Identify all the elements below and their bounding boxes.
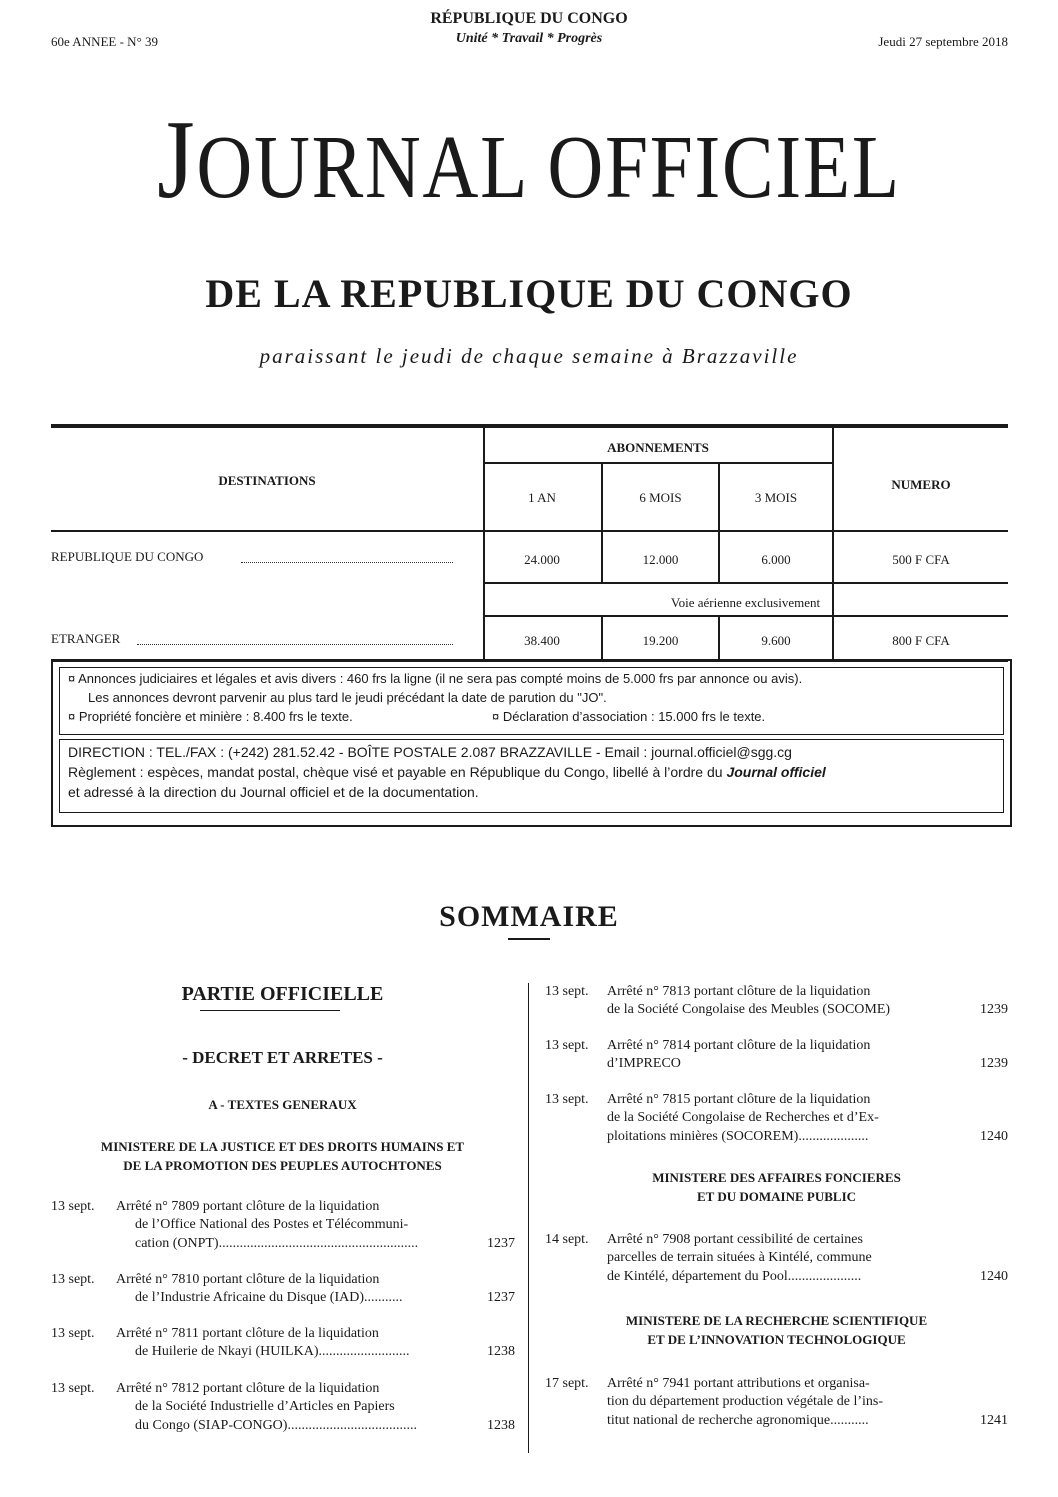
entry-line: de la Société Congolaise de Recherches et d’Ex- bbox=[607, 1110, 879, 1125]
entry-page: 1241 bbox=[980, 1413, 1008, 1428]
abonnements-header: ABONNEMENTS bbox=[607, 440, 709, 455]
sommaire-entry bbox=[51, 1325, 515, 1365]
entry-page: 1239 bbox=[980, 1002, 1008, 1017]
journal-subtitle: DE LA REPUBLIQUE DU CONGO bbox=[205, 271, 853, 316]
decret-arretes: - DECRET ET ARRETES - bbox=[182, 1048, 383, 1067]
sommaire-entry bbox=[51, 1380, 515, 1440]
pricing-table bbox=[51, 424, 1008, 662]
entry-page: 1237 bbox=[487, 1290, 515, 1305]
entry-line: d’IMPRECO bbox=[607, 1056, 681, 1071]
col-3mois: 3 MOIS bbox=[754, 490, 798, 505]
ministry-foncier-l1: MINISTERE DES AFFAIRES FONCIERES bbox=[652, 1170, 901, 1185]
entry-line: de la Société Congolaise des Meubles (SOCOME) bbox=[607, 1002, 891, 1017]
partie-officielle: PARTIE OFFICIELLE bbox=[181, 983, 384, 1005]
price-etranger-3mois: 9.600 bbox=[761, 633, 791, 648]
direction-contact: DIRECTION : TEL./FAX : (+242) 281.52.42 - BOÎTE POSTALE 2.087 BRAZZAVILLE - Email : journal.officiel@sgg.cg bbox=[68, 744, 792, 760]
entry-line: Arrêté n° 7813 portant clôture de la liquidation bbox=[607, 984, 871, 999]
entry-line: Arrêté n° 7908 portant cessibilité de certaines bbox=[607, 1232, 863, 1247]
notice-annonces: ¤ Annonces judiciaires et légales et avis divers : 460 frs la ligne (il ne sera pas compté moins de 5.000 frs par annonce ou avis). bbox=[68, 671, 803, 686]
entry-page: 1237 bbox=[487, 1236, 515, 1251]
entry-line: Arrêté n° 7810 portant clôture de la liquidation bbox=[116, 1272, 380, 1287]
direction-adresse: et adressé à la direction du Journal officiel et de la documentation. bbox=[68, 784, 479, 800]
edition-number: 60e ANNEE - N° 39 bbox=[51, 34, 159, 49]
entry-line: ploitations minières (SOCOREM).................... bbox=[607, 1129, 869, 1144]
entry-date: 17 sept. bbox=[545, 1376, 589, 1391]
sommaire-rule bbox=[508, 938, 550, 940]
textes-generaux: A - TEXTES GENERAUX bbox=[208, 1097, 357, 1112]
entry-line: de l’Industrie Africaine du Disque (IAD)........... bbox=[135, 1290, 403, 1305]
col-6mois: 6 MOIS bbox=[639, 490, 682, 505]
entry-line: Arrêté n° 7815 portant clôture de la liquidation bbox=[607, 1092, 871, 1107]
ministry-justice-l2: DE LA PROMOTION DES PEUPLES AUTOCHTONES bbox=[123, 1157, 442, 1173]
republic-name: RÉPUBLIQUE DU CONGO bbox=[430, 10, 628, 27]
sommaire-title: SOMMAIRE bbox=[439, 900, 619, 933]
entry-line: du Congo (SIAP-CONGO)..................................... bbox=[135, 1418, 417, 1433]
entry-line: Arrêté n° 7811 portant clôture de la liquidation bbox=[116, 1326, 379, 1341]
entry-line: de l’Office National des Postes et Télécommuni- bbox=[135, 1217, 409, 1232]
price-congo-6mois: 12.000 bbox=[642, 552, 679, 567]
entry-line: Arrêté n° 7809 portant clôture de la liquidation bbox=[116, 1199, 380, 1214]
reglement-journal: Journal officiel bbox=[726, 764, 826, 780]
notice-delai: Les annonces devront parvenir au plus tard le jeudi précédant la date de parution du "JO". bbox=[88, 690, 607, 705]
sommaire-entry bbox=[545, 1375, 1008, 1435]
entry-page: 1239 bbox=[980, 1056, 1008, 1071]
ministry-recherche bbox=[545, 1312, 1008, 1350]
partie-rule bbox=[200, 1010, 340, 1011]
price-congo-1an: 24.000 bbox=[524, 552, 560, 567]
sommaire-entry bbox=[51, 1271, 515, 1311]
ministry-justice bbox=[51, 1138, 514, 1176]
ministry-affaires-foncieres bbox=[545, 1169, 1008, 1207]
journal-tagline: paraissant le jeudi de chaque semaine à Brazzaville bbox=[259, 344, 799, 368]
entry-line: de la Société Industrielle d’Articles en Papiers bbox=[135, 1399, 395, 1414]
entry-line: Arrêté n° 7814 portant clôture de la liquidation bbox=[607, 1038, 871, 1053]
entry-page: 1238 bbox=[487, 1418, 515, 1433]
entry-date: 13 sept. bbox=[545, 1092, 589, 1107]
entry-line: cation (ONPT)......................................................... bbox=[135, 1236, 419, 1251]
entry-line: tion du département production végétale de l’ins- bbox=[607, 1394, 884, 1409]
ministry-recherche-l2: ET DE L’INNOVATION TECHNOLOGIQUE bbox=[647, 1331, 906, 1347]
national-motto: Unité * Travail * Progrès bbox=[455, 31, 603, 46]
notices-box bbox=[59, 667, 1004, 735]
column-divider bbox=[528, 983, 529, 1453]
entry-date: 13 sept. bbox=[51, 1272, 95, 1287]
issue-date: Jeudi 27 septembre 2018 bbox=[878, 34, 1008, 49]
entry-date: 13 sept. bbox=[545, 984, 589, 999]
air-note: Voie aérienne exclusivement bbox=[670, 595, 821, 610]
price-congo-3mois: 6.000 bbox=[761, 552, 791, 567]
journal-title-initial: J bbox=[157, 98, 197, 222]
price-etranger-1an: 38.400 bbox=[524, 633, 560, 648]
ministry-justice-l1: MINISTERE DE LA JUSTICE ET DES DROITS HUMAINS ET bbox=[100, 1139, 465, 1154]
col-1an: 1 AN bbox=[528, 490, 556, 505]
dest-congo: REPUBLIQUE DU CONGO bbox=[51, 549, 204, 564]
sommaire-entry bbox=[545, 1091, 1008, 1151]
entry-date: 13 sept. bbox=[51, 1199, 95, 1214]
journal-title-rest: OURNAL OFFICIEL bbox=[196, 118, 901, 217]
info-box bbox=[51, 659, 1012, 827]
entry-date: 13 sept. bbox=[51, 1381, 95, 1396]
sommaire-entry bbox=[545, 983, 1008, 1023]
price-etranger-6mois: 19.200 bbox=[642, 633, 679, 648]
entry-date: 14 sept. bbox=[545, 1232, 589, 1247]
sommaire-entry bbox=[545, 1037, 1008, 1077]
entry-page: 1238 bbox=[487, 1344, 515, 1359]
entry-line: parcelles de terrain situées à Kintélé, commune bbox=[607, 1250, 872, 1265]
direction-box bbox=[59, 739, 1004, 813]
direction-reglement bbox=[68, 764, 826, 780]
notice-association: ¤ Déclaration d’association : 15.000 frs le texte. bbox=[492, 709, 766, 724]
dest-etranger: ETRANGER bbox=[51, 631, 121, 646]
entry-line: Arrêté n° 7941 portant attributions et organisa- bbox=[607, 1376, 870, 1391]
ministry-foncier-l2: ET DU DOMAINE PUBLIC bbox=[696, 1188, 857, 1204]
entry-date: 13 sept. bbox=[545, 1038, 589, 1053]
notice-propriete: ¤ Propriété foncière et minière : 8.400 frs le texte. bbox=[68, 709, 353, 724]
entry-page: 1240 bbox=[980, 1129, 1008, 1144]
entry-date: 13 sept. bbox=[51, 1326, 95, 1341]
entry-page: 1240 bbox=[980, 1269, 1008, 1284]
entry-line: titut national de recherche agronomique........... bbox=[607, 1413, 869, 1428]
reglement-text: Règlement : espèces, mandat postal, chèque visé et payable en République du Congo, libellé à l’ordre du bbox=[68, 764, 727, 780]
destinations-header: DESTINATIONS bbox=[218, 473, 316, 488]
sommaire-entry bbox=[51, 1198, 515, 1258]
numero-header: NUMERO bbox=[891, 477, 951, 492]
entry-line: de Huilerie de Nkayi (HUILKA).......................... bbox=[135, 1344, 410, 1359]
entry-line: de Kintélé, département du Pool..................... bbox=[607, 1269, 862, 1284]
numero-congo: 500 F CFA bbox=[892, 552, 950, 567]
sommaire-entry bbox=[545, 1231, 1008, 1291]
journal-title bbox=[74, 98, 984, 222]
entry-line: Arrêté n° 7812 portant clôture de la liquidation bbox=[116, 1381, 380, 1396]
numero-etranger: 800 F CFA bbox=[892, 633, 950, 648]
ministry-recherche-l1: MINISTERE DE LA RECHERCHE SCIENTIFIQUE bbox=[625, 1313, 928, 1328]
